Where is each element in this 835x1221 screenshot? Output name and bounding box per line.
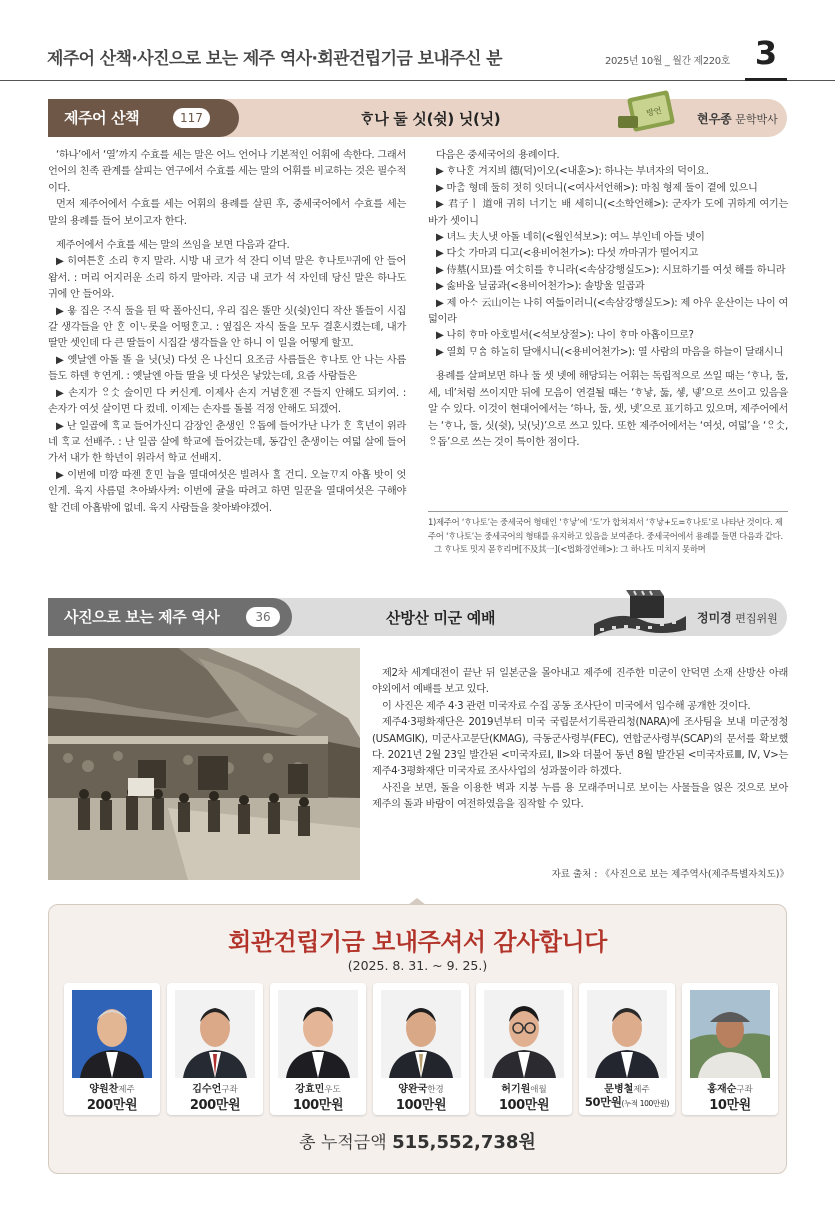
article-left-column xyxy=(48,148,406,517)
author-name: 현우종 xyxy=(697,112,732,126)
paragraph: 제2차 세계대전이 끝난 뒤 일본군을 몰아내고 제주에 진주한 미군이 안덕면 소재 산방산 아래 야외에서 예배를 보고 있다. xyxy=(372,668,788,696)
donation-period: (2025. 8. 31. ~ 9. 25.) xyxy=(347,958,488,973)
donor-card xyxy=(682,983,778,1115)
footnote-example: 그 ᄒᆞ나토 밋지 몯ᄒᆞ리며[不及其一](<법화경언해>): 그 하나도 미치지 못하며 xyxy=(434,544,706,554)
author-byline xyxy=(697,110,778,127)
page-number-underline xyxy=(745,78,787,81)
section-tag-jeju-language xyxy=(48,99,239,137)
donor-amount: 50만원(누적 100만원) xyxy=(584,1095,670,1109)
donor-name: 허기원애월 xyxy=(501,1084,547,1095)
donor-name: 홍재순구좌 xyxy=(707,1084,753,1095)
donation-total xyxy=(48,1128,787,1154)
example-item: ▶ 侍墓(시묘)를 여ᄉᆞᆺ히를 ᄒᆞ니라(<속삼강행실도>): 시묘하기를 여섯 해를 하니라 xyxy=(436,264,786,276)
footnote-divider xyxy=(428,511,788,512)
jeju-language-book-icon xyxy=(616,88,682,140)
total-value: 515,552,738원 xyxy=(392,1132,536,1153)
donor-amount: 200만원 xyxy=(86,1098,138,1113)
donor-amount: 100만원 xyxy=(292,1098,344,1113)
donor-card xyxy=(270,983,366,1115)
example-item: ▶ 마ᄎᆞᆷ 형뎨 둘히 젓히 잇더니(<여사서언해>): 마침 형제 둘이 곁에 있으니 xyxy=(436,182,758,194)
footnote xyxy=(428,516,788,557)
author-role: 문학박사 xyxy=(735,113,778,126)
svg-text:방언: 방언 xyxy=(645,105,663,118)
donation-box-notch xyxy=(408,898,426,905)
donor-name: 김수언구좌 xyxy=(192,1084,238,1095)
author-role: 편집위원 xyxy=(735,612,778,625)
donor-card xyxy=(64,983,160,1115)
donor-portrait xyxy=(278,990,358,1078)
donor-portrait xyxy=(175,990,255,1078)
donor-name: 양완국한경 xyxy=(398,1084,444,1095)
example-item: ▶ 다ᄉᆞᆺ 가마괴 디고(<용비어천가>): 다섯 까마귀가 떨어지고 xyxy=(436,248,699,260)
header-title: 제주어 산책·사진으로 보는 제주 역사·회관건립기금 보내주신 분 xyxy=(47,49,502,69)
article-right-column xyxy=(428,148,788,451)
article-headline: 산방산 미군 예배 xyxy=(386,609,496,627)
example-item: ▶ 제 아ᄉᆞ 云山이는 나히 여듧이러니(<속삼강행실도>): 제 아우 운산이는 나이 여덟이라 xyxy=(428,297,788,326)
film-strip-icon xyxy=(590,590,690,644)
paragraph: 사진을 보면, 돌을 이용한 벽과 지붕 누름 용 모래주머니로 보이는 사물들을 얹은 것으로 보아 제주의 돌과 바람이 여전하였음을 짐작할 수 있다. xyxy=(372,782,788,811)
photo-article-text xyxy=(372,666,788,814)
series-number-badge: 36 xyxy=(246,607,280,627)
author-name: 정미경 xyxy=(697,611,732,625)
example-item: ▶ 녀느 夫人냇 아돌 네히(<월인석보>): 여느 부인네 아들 넷이 xyxy=(436,232,705,244)
donor-portrait xyxy=(690,990,770,1078)
article-headline: ᄒᆞ나 둘 싯(쉿) 닛(닛) xyxy=(360,110,501,128)
historical-photo-us-army-worship xyxy=(48,648,360,880)
paragraph: 용례를 살펴보면 하나 둘 셋 넷에 해당되는 어휘는 독립적으로 쓰일 때는 ‘ᄒᆞ나, 둘, 세, 네’처럼 쓰이지만 뒤에 모음이 연결될 때는 ‘ᄒᆞ낳, 둟, 셓, 넿’으로 쓰이고 있음을 알 수 있다. 이것이 현대어에서는 ‘하나, 둘, 셋, 넷’으로 표기하고 있으며, 제주어에서는 ‘ᄒᆞ나, 둘, 싯(쉿), 닛(닛)’으로 쓰고 있다. 또한 제주어에서는 ‘여섯, 여덟’을 ‘ᄋᆢᄉᆞᆺ, ᄋᆢ돕’으로 쓰는 것이 특이한 점이다. xyxy=(428,371,788,448)
example-item: ▶ 열희 ᄆᆞᅀᆞᆷ 하ᄂᆞᆯ히 달애시니(<용비어천가>): 열 사람의 마음을 하늘이 달래시니 xyxy=(436,346,784,358)
example-item: ▶ 손지가 ᄋᆢᄉᆞᆺ 술이민 다 커신게. 이제사 손지 거념ᄒᆞᆫ젠 ᄌᆞ들지 안해도 되키여. : 손자가 여섯 살이면 다 컸네. 이제는 손자를 돌볼 걱정 안해도 되겠어. xyxy=(48,387,406,416)
donor-card xyxy=(476,983,572,1115)
paragraph: 제주어에서 수효를 세는 말의 쓰임을 보면 다음과 같다. xyxy=(56,240,290,252)
example-item: ▶ 난 일곱에 ᄒᆞᆨ교 들어가신디 감장인 춘생인 ᄋᆢ돕에 들어가난 나가 ᄒᆞᆫ ᄒᆞᆨ년이 위라네 ᄒᆞᆨ교 선배주. : 난 일곱 살에 학교에 들어갔는데, 동갑인 춘생이는 여덟 살에 들어가서 내가 한 학년이 위라서 학교 선배지. xyxy=(48,420,406,465)
donor-amount: 200만원 xyxy=(189,1098,241,1113)
example-item: ▶ 나히 ᄒᆞ마 아호빌서(<석보상절>): 나이 ᄒᆞ마 아홉이므로? xyxy=(436,330,694,342)
donor-card xyxy=(579,983,675,1115)
donor-portrait xyxy=(587,990,667,1078)
donor-name: 문병철제주 xyxy=(604,1084,650,1095)
example-item: ▶ 옛날엔 아돌 똘 을 닛(닛) 다섯 은 나신디 요조금 사름들은 ᄒᆞ나토 안 나는 사름들도 하덴 ᄒᆞ연게. : 옛날엔 아들 딸을 넷 다섯은 낳았는데, 요즘 사람들은 xyxy=(48,354,406,383)
total-label: 총 누적금액 xyxy=(299,1133,387,1153)
donation-title: 회관건립기금 보내주셔서 감사합니다 xyxy=(228,928,607,956)
issue-info: 2025년 10월 _ 월간 제220호 xyxy=(605,56,730,67)
footnote-text: 1)제주어 ‘ᄒᆞ나토’는 중세국어 형태인 ‘ᄒᆞ낳’에 ‘도’가 합쳐져서 ‘ᄒᆞ낳+도=ᄒᆞ나토’로 나타난 것이다. 제주어 ‘ᄒᆞ나토’는 중세국어의 형태를 유지하고 있음을 보여준다. 중세국어에서 용례를 들면 다음과 같다. xyxy=(428,517,783,541)
donor-amount: 100만원 xyxy=(498,1098,550,1113)
header-divider xyxy=(0,80,835,81)
donor-name: 강효민우도 xyxy=(295,1084,341,1095)
example-item: ▶ 이번에 미깡 따젠 ᄒᆞᆫ민 늡을 열대여섯은 빌려사 ᄒᆞᆯ 건디. 오늘ᄁᆞ지 아홉 밧이 엇인게. 육지 사름덜 ᄎᆞ아봐사켜: 이번에 귤을 따려고 하면 일꾼을 열대여섯은 구해야 할 건데 아홉밖에 없네. 육지 사람들을 찾아봐야겠어. xyxy=(48,469,406,514)
section-tag-label: 사진으로 보는 제주 역사 xyxy=(64,608,220,626)
example-item: ▶ 욯 집은 ᄌᆞ식 둘을 뒨 딱 폴아신디, 우리 집은 똘만 싯(쉿)인디 작산 똘들이 시집갈 생각들을 안 ᄒᆞᆫ 이ᄂᆞ롯을 어떵ᄒᆞᆫ고. : 옆집은 자식 둘을 모두 결혼시켰는데, 내가 딸만 셋인데 다 큰 딸들이 시집갈 생각들을 안 하니 이 일을 어떻게 할꼬. xyxy=(48,305,406,350)
example-item: ▶ 솛바올 닐굽과(<용비어천가>): 솔방울 일곱과 xyxy=(436,281,645,293)
example-item: ▶ 君子ㅣ 道애 귀히 너기ᄂᆞᆫ 배 세히니(<소학언해>): 군자가 도에 귀하게 여기는 바가 셋이니 xyxy=(428,199,788,227)
donor-portrait xyxy=(72,990,152,1078)
series-number-badge: 117 xyxy=(173,108,210,128)
author-byline xyxy=(697,609,778,626)
paragraph: 이 사진은 제주 4·3 관련 미국자료 수집 공동 조사단이 미국에서 입수해 공개한 것이다. xyxy=(382,700,751,712)
donor-portrait xyxy=(381,990,461,1078)
donor-amount: 10만원 xyxy=(709,1098,751,1113)
donor-name: 양원찬제주 xyxy=(89,1084,135,1095)
page-number: 3 xyxy=(754,34,778,72)
photo-source: 자료 출처 : 《사진으로 보는 제주역사(제주특별자치도)》 xyxy=(551,869,789,880)
donor-portrait xyxy=(484,990,564,1078)
example-item: ▶ ᄒᆞ나ᄒᆞᆫ 겨지븨 德(덕)이오(<내훈>): 하나는 부녀자의 덕이요. xyxy=(436,166,709,178)
paragraph: 제주4·3평화재단은 2019년부터 미국 국립문서기록관리청(NARA)에 조사팀을 보내 미군정청(USAMGIK), 미군사고문단(KMAG), 극동군사령부(FEC), 연합군사령부(SCAP)의 문서를 확보했다. 2021년 2월 23일 발간된 <미국자료Ⅰ, Ⅱ>와 더불어 동년 8월 발간된 <미국자료Ⅲ, Ⅳ, Ⅴ>는 제주4·3평화재단 미국자료 조사사업의 성과물이라 하겠다. xyxy=(372,717,788,778)
donor-card xyxy=(167,983,263,1115)
donor-card xyxy=(373,983,469,1115)
section-tag-label: 제주어 산책 xyxy=(64,109,140,127)
paragraph: 먼저 제주어에서 수효를 세는 어휘의 용례를 살핀 후, 중세국어에서 수효를 세는 말의 용례를 들어 보이고자 한다. xyxy=(48,199,406,227)
paragraph: 다음은 중세국어의 용례이다. xyxy=(436,150,560,161)
donor-amount: 100만원 xyxy=(395,1098,447,1113)
example-item: ▶ 히여튼ᄒᆞᆫ 소리 ᄒᆞ지 말라. 시방 내 코가 석 잔디 이녁 말은 ᄒᆞ나토¹⁾귀에 안 들어왐서. : 머리 어지러운 소리 하지 말아라. 지금 내 코가 석 자인데 당신 말은 하나도 귀에 안 들어와. xyxy=(48,256,406,301)
paragraph: ‘하나’에서 ‘열’까지 수효를 세는 말은 어느 언어나 기본적인 어휘에 속한다. 그래서 언어의 친족 관계를 살피는 연구에서 수효를 세는 말의 어휘를 비교하는 것은 필수적이다. xyxy=(48,150,406,194)
